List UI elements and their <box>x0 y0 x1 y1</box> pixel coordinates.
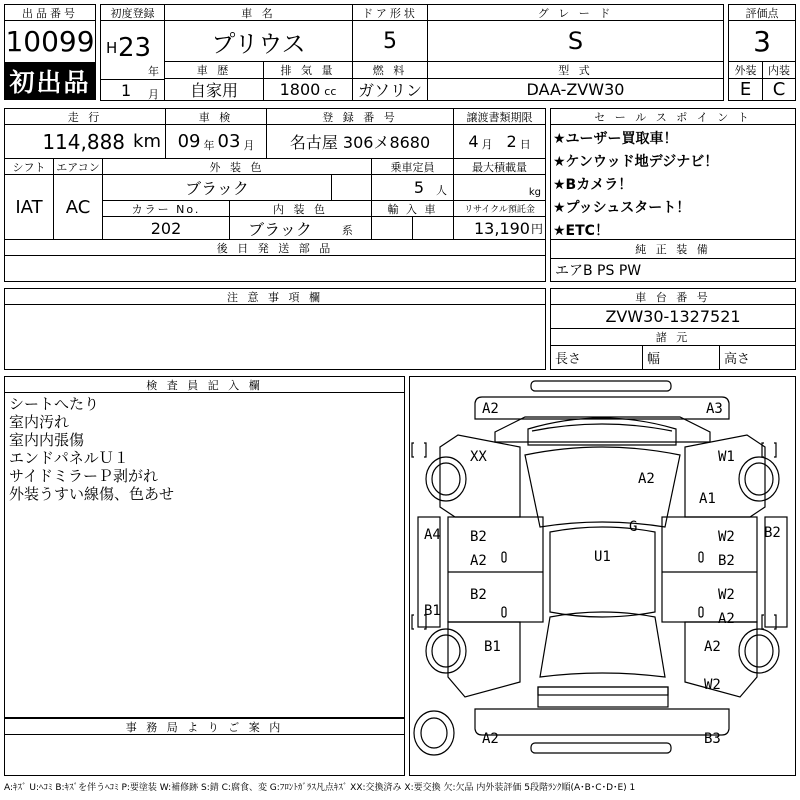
damage-mark: B1 <box>424 603 441 619</box>
sales-point: ★ETC！ <box>553 223 609 239</box>
registration-number: 名古屋 306メ8680 <box>266 124 454 159</box>
fuel-label: 燃 料 <box>352 61 428 79</box>
transfer-day: 2 <box>506 132 517 151</box>
car-diagram <box>410 377 795 775</box>
transfer-month: 4 <box>468 132 479 151</box>
capacity-label: 乗車定員 <box>371 158 454 175</box>
mileage-unit: km <box>133 131 161 152</box>
transfer-day-unit: 日 <box>519 137 531 151</box>
damage-mark: B2 <box>718 553 735 569</box>
chassis-number: ZVW30-1327521 <box>550 304 796 329</box>
damage-mark: B2 <box>470 529 487 545</box>
notes-label: 注 意 事 項 欄 <box>4 288 546 305</box>
model: DAA-ZVW30 <box>427 78 724 101</box>
damage-mark: G <box>629 519 638 535</box>
first-registration-year-box <box>100 20 165 80</box>
shift: IAT <box>4 174 54 240</box>
month-unit: 月 <box>148 88 159 101</box>
dimensions-label: 諸 元 <box>550 328 796 346</box>
recycle-fee: 13,190 <box>474 218 530 238</box>
damage-mark: A2 <box>482 401 499 417</box>
damage-mark: W2 <box>704 677 721 693</box>
inspection-month: 03 <box>217 131 241 152</box>
car-diagram-box <box>409 376 796 776</box>
damage-mark: W1 <box>718 449 735 465</box>
registration-label: 登 録 番 号 <box>266 108 454 125</box>
fuel: ガソリン <box>352 78 428 101</box>
registration-year: 23 <box>118 33 152 63</box>
inspection-month-unit: 月 <box>243 138 255 152</box>
interior-label: 内装 <box>762 61 796 79</box>
damage-mark: A2 <box>638 471 655 487</box>
inspection-box <box>165 124 267 159</box>
capacity-unit: 人 <box>436 183 447 197</box>
sales-points-box <box>550 124 796 240</box>
first-registration-label: 初度登録 <box>100 4 165 21</box>
shift-label: シフト <box>4 158 54 175</box>
inspector-note: 外装うすい線傷、色あせ <box>9 485 175 503</box>
displacement-label: 排 気 量 <box>263 61 353 79</box>
exterior-label: 外装 <box>728 61 763 79</box>
import-box-2 <box>412 216 454 240</box>
car-name-label: 車 名 <box>164 4 353 21</box>
damage-mark: B2 <box>764 525 781 541</box>
damage-mark: A4 <box>424 527 441 543</box>
inspector-note: サイドミラーＰ剥がれ <box>9 467 158 485</box>
equipment: エアB PS PW <box>550 258 796 282</box>
year-unit: 年 <box>148 65 159 78</box>
lot-number: 10099 <box>4 20 96 62</box>
interior-color-unit: 系 <box>341 224 353 237</box>
damage-mark: A1 <box>699 491 716 507</box>
registration-month: 1 <box>121 81 132 100</box>
transfer-deadline-box <box>453 124 546 159</box>
capacity: 5 <box>413 178 424 197</box>
interior-color-label: 内 装 色 <box>229 200 372 217</box>
damage-mark: U1 <box>594 549 611 565</box>
sales-points-label: セ ー ル ス ポ イ ン ト <box>550 108 796 125</box>
damage-mark: B2 <box>470 587 487 603</box>
notes-box <box>4 304 546 370</box>
sales-point: ★Bカメラ！ <box>553 177 633 193</box>
lot-number-label: 出品番号 <box>4 4 96 21</box>
inspector-note: 室内汚れ <box>9 413 70 431</box>
displacement: 1800 <box>279 80 321 99</box>
later-parts-label: 後 日 発 送 部 品 <box>4 239 546 256</box>
mileage-label: 走 行 <box>4 108 166 125</box>
height-label: 高さ <box>719 345 796 370</box>
max-load-unit: kg <box>528 187 541 198</box>
mileage-box <box>4 124 166 159</box>
inspector-notes-box <box>4 392 405 718</box>
damage-mark: B1 <box>484 639 501 655</box>
import-box-1 <box>371 216 413 240</box>
equipment-label: 純 正 装 備 <box>550 239 796 259</box>
interior-color: ブラック <box>248 219 312 239</box>
mileage: 114,888 <box>42 129 126 154</box>
sales-point: ★ケンウッド地デジナビ！ <box>553 154 719 170</box>
office-box <box>4 734 405 776</box>
ac-label: エアコン <box>53 158 103 175</box>
damage-legend: A:ｷｽﾞ U:ﾍｺﾐ B:ｷｽﾞを伴うﾍｺﾐ P:要塗装 W:補修跡 S:錆 C:腐食、変 G:ﾌﾛﾝﾄｶﾞﾗｽ凡点ｷｽﾞ XX:交換済み X:要交換 欠:欠品 内外装評価 5段階ﾗﾝｸ順(A･B･C･D･E) 1 <box>4 783 636 793</box>
damage-mark: A2 <box>470 553 487 569</box>
sales-point: ★プッシュスタート！ <box>553 200 691 216</box>
door-count: 5 <box>352 20 428 62</box>
car-name: プリウス <box>164 20 353 62</box>
color-number-label: カラー No. <box>102 200 230 217</box>
first-registration-month-box <box>100 79 165 101</box>
history: 自家用 <box>164 78 264 101</box>
recycle-label: リサイクル預託金 <box>453 200 546 217</box>
recycle-box <box>453 216 546 240</box>
import-label: 輸 入 車 <box>371 200 454 217</box>
inspection-label: 車 検 <box>165 108 267 125</box>
capacity-box <box>371 174 454 201</box>
damage-mark: XX <box>470 449 487 465</box>
displacement-unit: cc <box>324 85 337 98</box>
exterior-color-blank <box>331 174 372 201</box>
interior-grade: C <box>762 78 796 101</box>
inspector-note: シートへたり <box>9 395 100 413</box>
grade-label: グ レ ー ド <box>427 4 724 21</box>
exterior-grade: E <box>728 78 763 101</box>
damage-mark: A2 <box>482 731 499 747</box>
recycle-unit: 円 <box>530 221 543 236</box>
exterior-color: ブラック <box>102 174 332 201</box>
sales-point: ★ユーザー買取車！ <box>553 131 678 147</box>
interior-color-box <box>229 216 372 240</box>
score: 3 <box>728 20 796 62</box>
ac: AC <box>53 174 103 240</box>
damage-mark: W2 <box>718 529 735 545</box>
length-label: 長さ <box>550 345 643 370</box>
damage-mark: A3 <box>706 401 723 417</box>
chassis-label: 車 台 番 号 <box>550 288 796 305</box>
first-listing-badge: 初出品 <box>4 62 96 100</box>
model-label: 型 式 <box>427 61 724 79</box>
transfer-deadline-label: 譲渡書類期限 <box>453 108 546 125</box>
era: H <box>106 39 118 57</box>
width-label: 幅 <box>642 345 720 370</box>
inspector-note: エンドパネルＵ１ <box>9 449 129 467</box>
inspection-year: 09 <box>177 131 201 152</box>
history-label: 車 歴 <box>164 61 264 79</box>
damage-mark: W2 <box>718 587 735 603</box>
max-load-label: 最大積載量 <box>453 158 546 175</box>
grade: S <box>427 20 724 62</box>
score-label: 評価点 <box>728 4 796 21</box>
displacement-box <box>263 78 353 101</box>
exterior-color-label: 外 装 色 <box>102 158 372 175</box>
damage-mark: B3 <box>704 731 721 747</box>
transfer-month-unit: 月 <box>481 137 493 151</box>
later-parts-box <box>4 255 546 282</box>
inspection-year-unit: 年 <box>203 138 215 152</box>
inspector-note: 室内内張傷 <box>9 431 85 449</box>
damage-mark: A2 <box>704 639 721 655</box>
office-label: 事 務 局 よ り ご 案 内 <box>4 718 405 735</box>
color-number: 202 <box>102 216 230 240</box>
max-load-box <box>453 174 546 201</box>
inspector-label: 検 査 員 記 入 欄 <box>4 376 405 393</box>
door-shape-label: ドア形状 <box>352 4 428 21</box>
damage-mark: A2 <box>718 611 735 627</box>
